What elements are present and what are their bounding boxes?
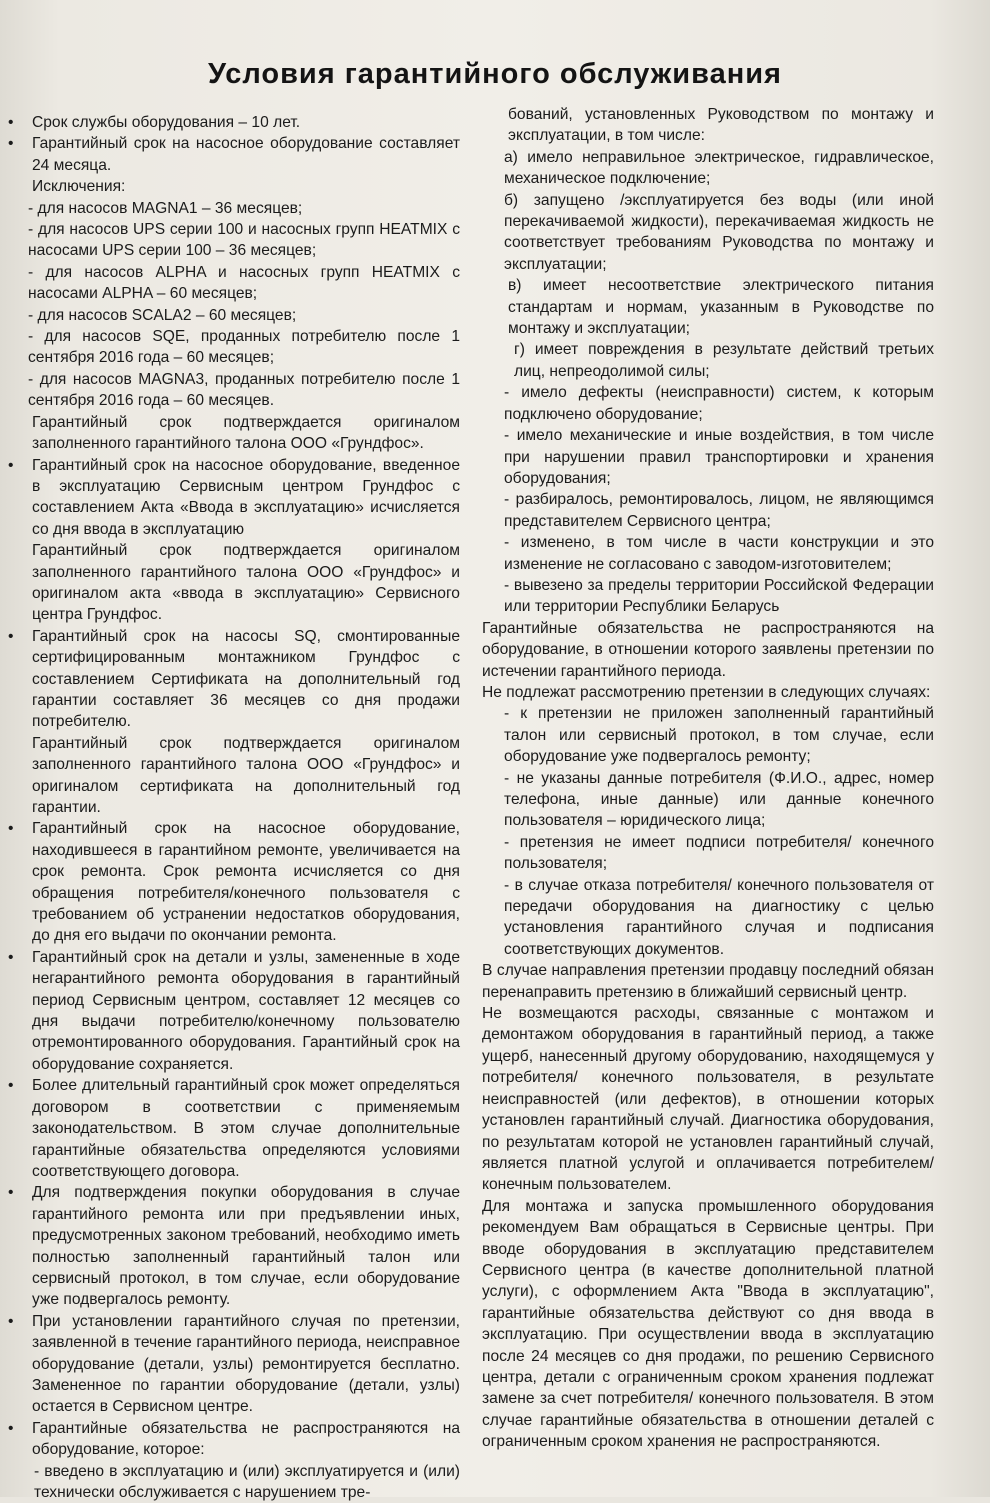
bullet-paragraph: • Гарантийный срок на насосы SQ, смонтированные сертифицированным монтажником Грундфос с составлением Сертификата на дополнительный год гарантии составляет 36 месяцев со дня продажи потребителю. (8, 626, 460, 733)
list-item: - разбиралось, ремонтировалось, лицом, не являющимся представителем Сервисного центра; (504, 491, 934, 530)
paragraph: Не подлежат рассмотрению претензии в следующих случаях: (482, 683, 931, 701)
paragraph: Не возмещаются расходы, связанные с монтажом и демонтажом оборудования в гарантийный период, а также ущерб, нанесенный другому оборудованию, находящемуся у потребителя/ конечного пользователя, в результате неисправностей (или дефектов), в отношении которых установлен гарантийный случай. Диагностика оборудования, по результатам которой не установлен гарантийный случай, является платной услугой и оплачивается потребителем/конечным пользователем. (482, 1005, 934, 1194)
list-item: - в случае отказа потребителя/ конечного пользователя от передачи оборудования на диагностику с целью установления гарантийного случая и подписания соответствующих документов. (504, 876, 934, 958)
list-item: - вывезено за пределы территории Российской Федерации или территории Республики Беларусь (504, 576, 934, 616)
paragraph: Для монтажа и запуска промышленного оборудования рекомендуем Вам обращаться в Сервисные центры. При вводе оборудования в эксплуатацию представителем Сервисного центра (в качестве дополнительной платной услуги), с оформлением Акта "Ввода в эксплуатацию", гарантийные обязательства действуют со дня ввода в эксплуатацию. При осуществлении ввода в эксплуатацию после 24 месяцев со дня продажи, по решению Сервисного центра, детали с ограниченным сроком хранения подлежат замене за счет потребителя/ конечного пользователя. В этом случае гарантийные обязательства в отношении деталей с ограниченным сроком хранения не распространяются. (482, 1197, 934, 1451)
paragraph: В случае направления претензии продавцу последний обязан перенаправить претензию в ближайший сервисный центр. (482, 962, 934, 1001)
left-column (8, 112, 460, 1503)
bullet-paragraph: • Для подтверждения покупки оборудования в случае гарантийного ремонта или при предъявлении иных, предусмотренных законом требований, необходимо иметь полностью заполненный гарантийный талон или сервисный протокол, в том случае, если оборудование уже подвергалось ремонту. (8, 1182, 460, 1310)
bullet-paragraph: • Гарантийные обязательства не распространяются на оборудование, которое: (8, 1418, 460, 1461)
list-item: - не указаны данные потребителя (Ф.И.О., адрес, номер телефона, иные данные) или данные конечного пользователя – юридического лица; (504, 769, 934, 830)
list-item: - для насосов SQE, проданных потребителю после 1 сентября 2016 года – 60 месяцев; (28, 328, 460, 367)
list-item: - имело дефекты (неисправности) систем, к которым подключено оборудование; (504, 384, 934, 423)
right-column (482, 104, 934, 1453)
bullet-paragraph: • Гарантийный срок на насосное оборудование, введенное в эксплуатацию Сервисным центром Грундфос с составлением Акта «Ввода в эксплуатацию» исчисляется со дня ввода в эксплуатацию (8, 455, 460, 541)
list-item: - претензия не имеет подписи потребителя/ конечного пользователя; (504, 833, 934, 873)
list-item: - для насосов ALPHA и насосных групп HEATMIX с насосами ALPHA – 60 месяцев; (28, 263, 460, 303)
list-item: Гарантийный срок подтверждается оригиналом заполненного гарантийного талона ООО «Грундфос». (32, 413, 460, 453)
bullet-paragraph: • Более длительный гарантийный срок может определяться договором в соответствии с применяемым законодательством. В этом случае дополнительные гарантийные обязательства определяются условиями соответствующего договора. (8, 1075, 460, 1182)
list-item: в) имеет несоответствие электрического питания стандартам и нормам, указанным в Руководстве по монтажу и эксплуатации; (508, 277, 934, 338)
list-item: - для насосов SCALA2 – 60 месяцев; (28, 306, 297, 324)
bullet-paragraph: • При установлении гарантийного случая по претензии, заявленной в течение гарантийного периода, неисправное оборудование (детали, узлы) ремонтируется бесплатно. Замененное по гарантии оборудование (детали, узлы) остается в Сервисном центре. (8, 1311, 460, 1418)
list-item: - для насосов MAGNA1 – 36 месяцев; (28, 199, 303, 217)
list-item: - изменено, в том числе в части конструкции и это изменение не согласовано с заводом-изготовителем; (504, 534, 934, 573)
list-item: - для насосов MAGNA3, проданных потребителю после 1 сентября 2016 года – 60 месяцев. (28, 370, 460, 410)
list-item: Гарантийный срок подтверждается оригиналом заполненного гарантийного талона ООО «Грундфос» и оригиналом акта «ввода в эксплуатацию» Сервисного центра Грундфос. (32, 542, 460, 624)
list-item: а) имело неправильное электрическое, гидравлическое, механическое подключение; (504, 148, 934, 188)
list-item: - имело механические и иные воздействия, в том числе при нарушении правил транспортировки и хранения оборудования; (504, 427, 934, 487)
list-item: Исключения: (32, 178, 126, 196)
list-item: - к претензии не приложен заполненный гарантийный талон или сервисный протокол, в том случае, если оборудование уже подвергалось ремонту; (504, 705, 934, 766)
list-item: б) запущено /эксплуатируется без воды (или иной перекачиваемой жидкости), перекачиваемая жидкость не соответствует требованиям Руководства по монтажу и эксплуатации; (504, 191, 934, 273)
paragraph: Гарантийные обязательства не распространяются на оборудование, в отношении которого заявлены претензии по истечении гарантийного периода. (482, 619, 934, 680)
list-item: - введено в эксплуатацию и (или) эксплуатируется и (или) технически обслуживается с нарушением тре- (34, 1462, 460, 1501)
bullet-paragraph: • Срок службы оборудования – 10 лет. (8, 112, 460, 133)
list-item: Гарантийный срок подтверждается оригиналом заполненного гарантийного талона ООО «Грундфос» и оригиналом сертификата на дополнительный год гарантии. (32, 734, 460, 816)
bullet-paragraph: • Гарантийный срок на насосное оборудование составляет 24 месяца. (8, 133, 460, 176)
list-item: г) имеет повреждения в результате действий третьих лиц, непреодолимой силы; (514, 341, 934, 380)
list-item: - для насосов UPS серии 100 и насосных групп HEATMIX с насосами UPS серии 100 – 36 месяцев; (28, 221, 460, 260)
bullet-paragraph: • Гарантийный срок на детали и узлы, замененные в ходе негарантийного ремонта оборудования в гарантийный период Сервисным центром, составляет 12 месяцев со дня выдачи потребителю/конечному пользователю отремонтированного оборудования. Гарантийный срок на оборудование сохраняется. (8, 947, 460, 1075)
bullet-paragraph: • Гарантийный срок на насосное оборудование, находившееся в гарантийном ремонте, увеличивается на срок ремонта. Срок ремонта исчисляется со дня обращения потребителя/конечного пользователя с требованием об устранении недостатков оборудования, до дня его выдачи по окончании ремонта. (8, 818, 460, 946)
list-item: бований, установленных Руководством по монтажу и эксплуатации, в том числе: (508, 106, 934, 145)
page-title: Условия гарантийного обслуживания (208, 58, 782, 90)
